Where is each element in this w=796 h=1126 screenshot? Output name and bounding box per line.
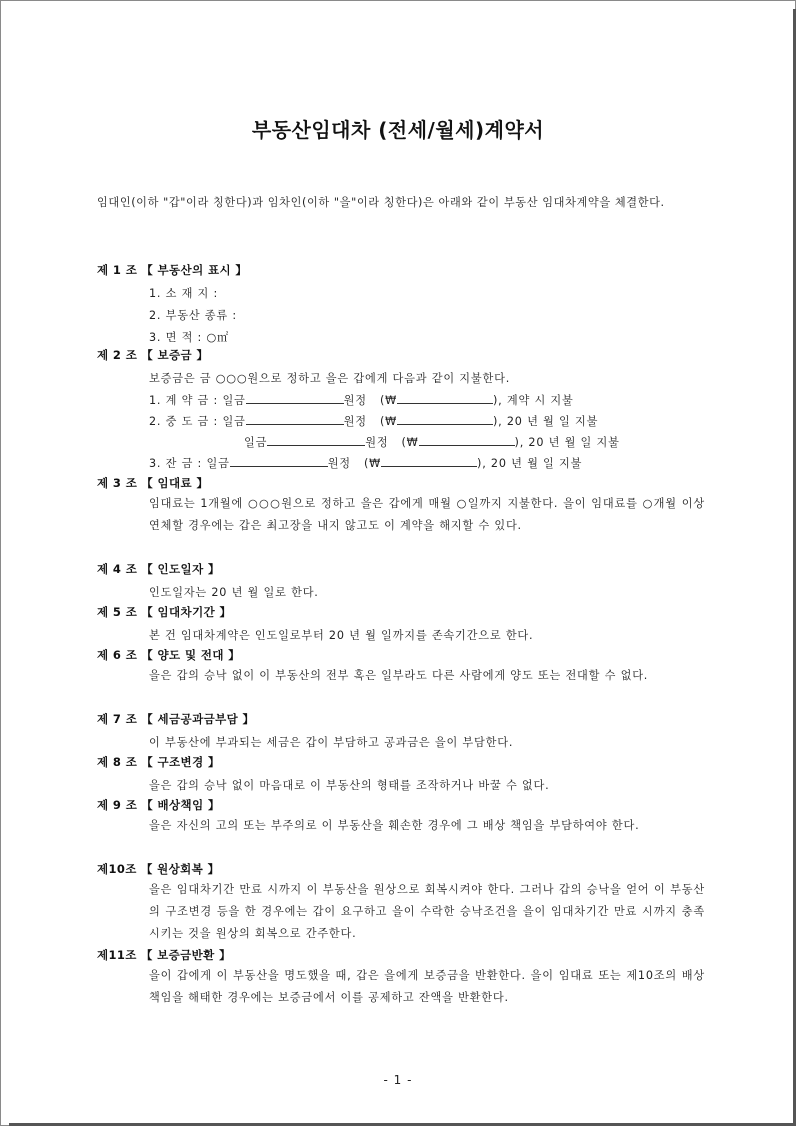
article-5-heading xyxy=(97,604,231,620)
article-6-heading xyxy=(97,647,240,663)
article-number: 제 7 조 xyxy=(97,712,138,726)
article-number: 제 2 조 xyxy=(97,348,138,362)
article-number: 제10조 xyxy=(97,862,137,876)
amount-blank xyxy=(397,391,493,404)
deposit-middle-payment-line-2: 일금 원정 (₩ ), 20 년 월 일 지불 xyxy=(244,433,620,450)
article-1-line-location: 1. 소 재 지 : xyxy=(149,287,219,300)
article-7-text: 이 부동산에 부과되는 세금은 갑이 부담하고 공과금은 을이 부담한다. xyxy=(149,736,514,749)
intro-paragraph: 임대인(이하 "갑"이라 칭한다)과 임차인(이하 "을"이라 칭한다)은 아래와 같이 부동산 임대차계약을 체결한다. xyxy=(97,196,665,209)
article-9-text: 을은 자신의 고의 또는 부주의로 이 부동산을 훼손한 경우에 그 배상 책임을 부담하여야 한다. xyxy=(149,819,640,832)
article-1-line-area: 3. 면 적 : ○㎡ xyxy=(149,331,230,344)
article-number: 제 8 조 xyxy=(97,755,138,769)
article-title: 【 부동산의 표시 】 xyxy=(141,263,248,277)
amount-blank xyxy=(267,433,365,446)
article-title: 【 임대료 】 xyxy=(141,476,209,490)
amount-blank xyxy=(246,391,344,404)
article-title: 【 원상회복 】 xyxy=(140,862,220,876)
article-9-heading xyxy=(97,797,220,813)
article-2-heading xyxy=(97,347,208,363)
article-7-heading xyxy=(97,711,254,727)
article-2-text: 보증금은 금 ○○○원으로 정하고 을은 갑에게 다음과 같이 지불한다. xyxy=(149,372,511,385)
article-6-text: 을은 갑의 승낙 없이 이 부동산의 전부 혹은 일부라도 다른 사람에게 양도 또는 전대할 수 없다. xyxy=(149,669,649,682)
article-number: 제 3 조 xyxy=(97,476,138,490)
amount-blank xyxy=(419,433,515,446)
article-number: 제 5 조 xyxy=(97,605,138,619)
amount-blank xyxy=(397,412,493,425)
article-title: 【 임대차기간 】 xyxy=(141,605,232,619)
article-number: 제 6 조 xyxy=(97,648,138,662)
article-8-text: 을은 갑의 승낙 없이 마음대로 이 부동산의 형태를 조작하거나 바꿀 수 없다. xyxy=(149,779,550,792)
article-11-text: 을이 갑에게 이 부동산을 명도했을 때, 갑은 을에게 보증금을 반환한다. 을이 임대료 또는 제10조의 배상책임을 해태한 경우에는 보증금에서 이를 공제하고 잔액을 반환한다. xyxy=(149,969,705,1004)
article-3-heading xyxy=(97,475,208,491)
article-title: 【 인도일자 】 xyxy=(141,562,220,576)
document-title: 부동산임대차 (전세/월세)계약서 xyxy=(251,118,545,142)
amount-blank xyxy=(246,412,344,425)
article-4-heading xyxy=(97,561,220,577)
deposit-down-payment-line: 1. 계 약 금 : 일금 원정 (₩ ), 계약 시 지불 xyxy=(149,391,574,408)
article-title: 【 구조변경 】 xyxy=(141,755,220,769)
amount-blank xyxy=(381,454,477,467)
article-title: 【 세금공과금부담 】 xyxy=(141,712,255,726)
article-3-text: 임대료는 1개월에 ○○○원으로 정하고 을은 갑에게 매월 ○일까지 지불한다. 을이 임대료를 ○개월 이상 연체할 경우에는 갑은 최고장을 내지 않고도 이 계약을 해지할 수 있다. xyxy=(149,497,705,532)
article-1-heading xyxy=(97,262,247,278)
article-title: 【 보증금반환 】 xyxy=(140,948,231,962)
article-title: 【 보증금 】 xyxy=(141,348,209,362)
article-number: 제 1 조 xyxy=(97,263,138,277)
deposit-middle-payment-line: 2. 중 도 금 : 일금 원정 (₩ ), 20 년 월 일 지불 xyxy=(149,412,598,429)
article-1-line-type: 2. 부동산 종류 : xyxy=(149,309,237,322)
article-number: 제 9 조 xyxy=(97,798,138,812)
article-10-heading xyxy=(97,861,219,877)
article-11-heading xyxy=(97,947,231,963)
article-10-text: 을은 임대차기간 만료 시까지 이 부동산을 원상으로 회복시켜야 한다. 그러나 갑의 승낙을 얻어 이 부동산의 구조변경 등을 한 경우에는 갑이 요구하고 을이 수락한 승낙조건을 을이 임대차기간 만료 시까지 충족시키는 것을 원상의 회복으로 간주한다. xyxy=(149,883,705,940)
article-title: 【 배상책임 】 xyxy=(141,798,220,812)
article-number: 제 4 조 xyxy=(97,562,138,576)
article-4-text: 인도일자는 20 년 월 일로 한다. xyxy=(149,586,319,599)
article-title: 【 양도 및 전대 】 xyxy=(141,648,241,662)
article-5-text: 본 건 임대차계약은 인도일로부터 20 년 월 일까지를 존속기간으로 한다. xyxy=(149,629,534,642)
article-8-heading xyxy=(97,754,220,770)
deposit-balance-line: 3. 잔 금 : 일금 원정 (₩ ), 20 년 월 일 지불 xyxy=(149,454,582,471)
article-number: 제11조 xyxy=(97,948,137,962)
amount-blank xyxy=(230,454,328,467)
page-number: - 1 - xyxy=(383,1073,413,1087)
